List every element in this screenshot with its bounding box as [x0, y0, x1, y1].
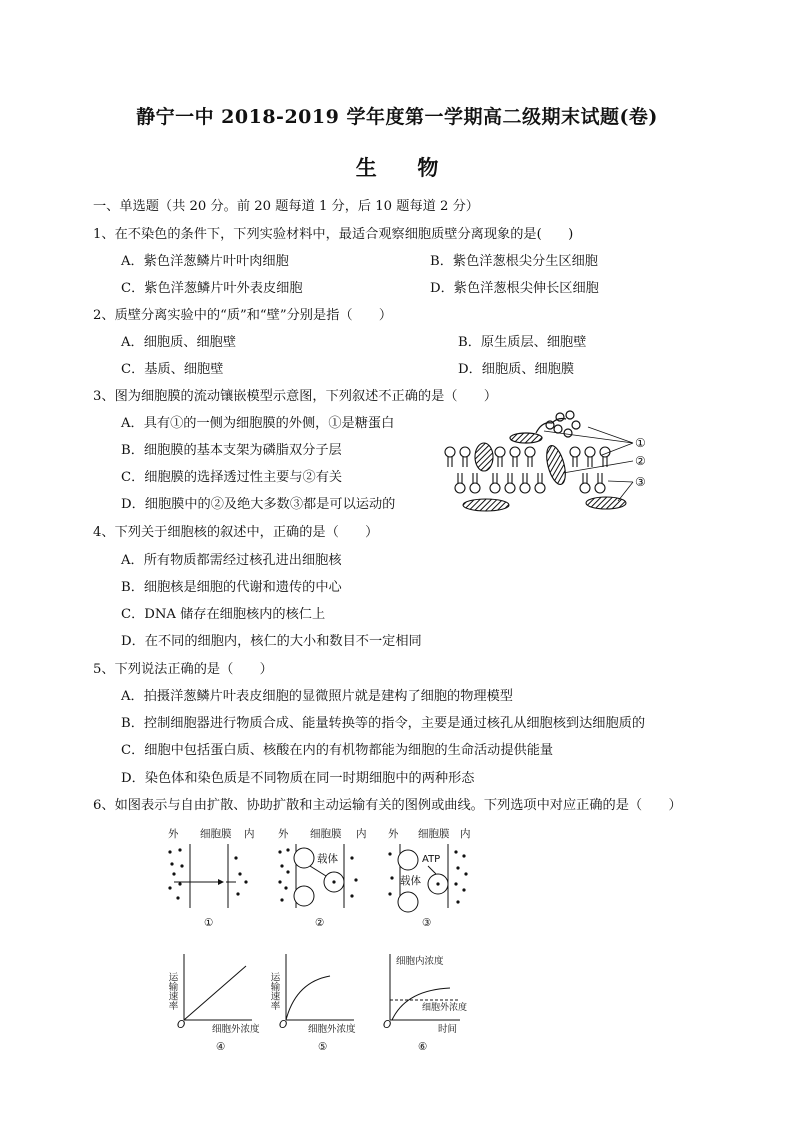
q2-option-c: C．基质、细胞壁: [121, 362, 224, 377]
q5-option-d: D．染色体和染色质是不同物质在同一时期细胞中的两种形态: [121, 771, 475, 786]
question-5-stem: 5、下列说法正确的是（ ）: [93, 662, 273, 677]
panel-facilitated-diffusion: [278, 827, 367, 929]
graph-saturating: [269, 954, 357, 1053]
svg-text:③: ③: [635, 475, 646, 489]
figure-number-labels: [635, 436, 646, 489]
q4-option-a: A．所有物质都需经过核孔进出细胞核: [121, 553, 342, 568]
svg-text:外: 外: [168, 828, 179, 840]
q4-option-c: C．DNA 储存在细胞核内的核仁上: [121, 607, 326, 622]
graph-linear: [167, 954, 261, 1053]
svg-text:④: ④: [216, 1041, 226, 1053]
q5-option-a: A．拍摄洋葱鳞片叶表皮细胞的显微照片就是建构了细胞的物理模型: [121, 689, 513, 704]
q2-option-a: A．细胞质、细胞壁: [121, 335, 237, 350]
svg-text:⑤: ⑤: [318, 1041, 328, 1053]
svg-text:①: ①: [204, 917, 214, 929]
panel-free-diffusion: [168, 827, 255, 929]
svg-text:外: 外: [388, 828, 399, 840]
graph-concentration-time: [383, 954, 467, 1053]
svg-text:ATP: ATP: [422, 854, 441, 865]
subject-char-1: 生: [355, 155, 377, 180]
exam-title: 静宁一中 2018-2019 学年度第一学期高二级期末试题(卷): [136, 106, 658, 128]
svg-text:①: ①: [635, 436, 646, 450]
svg-text:细胞外浓度: 细胞外浓度: [422, 1003, 468, 1013]
q1-option-a: A．紫色洋葱鳞片叶叶肉细胞: [121, 254, 289, 269]
svg-text:细胞膜: 细胞膜: [200, 828, 232, 840]
q2-option-b: B．原生质层、细胞壁: [458, 335, 587, 350]
svg-text:③: ③: [422, 917, 432, 929]
transport-figure: [160, 822, 480, 1057]
svg-text:运输速率: 运输速率: [166, 972, 178, 1010]
svg-text:内: 内: [460, 828, 471, 840]
svg-text:细胞内浓度: 细胞内浓度: [396, 956, 444, 967]
q3-option-d: D．细胞膜中的②及绝大多数③都是可以运动的: [121, 497, 396, 512]
q3-option-c: C．细胞膜的选择透过性主要与②有关: [121, 470, 343, 485]
svg-text:运输速率: 运输速率: [268, 972, 280, 1010]
question-4-stem: 4、下列关于细胞核的叙述中，正确的是（ ）: [93, 525, 379, 540]
svg-text:②: ②: [635, 454, 646, 468]
question-2-stem: 2、质壁分离实验中的“质”和“壁”分别是指（ ）: [93, 308, 393, 323]
svg-text:时间: 时间: [438, 1024, 458, 1035]
q3-option-a: A．具有①的一侧为细胞膜的外侧，①是糖蛋白: [121, 416, 395, 431]
phospholipid-lower-layer: [455, 473, 605, 493]
subject-heading: [0, 152, 794, 182]
q4-option-b: B．细胞核是细胞的代谢和遗传的中心: [121, 580, 342, 595]
glycoprotein: [510, 411, 580, 443]
svg-text:内: 内: [356, 828, 367, 840]
question-3-stem: 3、图为细胞膜的流动镶嵌模型示意图，下列叙述不正确的是（ ）: [93, 389, 498, 404]
svg-text:O: O: [177, 1019, 186, 1031]
svg-text:细胞膜: 细胞膜: [310, 828, 342, 840]
svg-text:O: O: [383, 1019, 392, 1031]
svg-text:细胞外浓度: 细胞外浓度: [308, 1024, 356, 1035]
q5-option-b: B．控制细胞器进行物质合成、能量转换等的指令，主要是通过核孔从细胞核到达细胞质的: [121, 716, 645, 731]
svg-text:细胞外浓度: 细胞外浓度: [212, 1024, 260, 1035]
phospholipid-upper-layer: [445, 447, 610, 467]
svg-text:②: ②: [315, 917, 325, 929]
panel-active-transport: [388, 827, 471, 929]
svg-text:细胞膜: 细胞膜: [418, 828, 450, 840]
membrane-figure: [438, 405, 658, 520]
q1-option-c: C．紫色洋葱鳞片叶外表皮细胞: [121, 281, 303, 296]
svg-text:⑥: ⑥: [418, 1041, 428, 1053]
svg-text:内: 内: [244, 828, 255, 840]
svg-text:载体: 载体: [317, 853, 338, 865]
svg-text:载体: 载体: [400, 875, 421, 887]
q5-option-c: C．细胞中包括蛋白质、核酸在内的有机物都能为细胞的生命活动提供能量: [121, 743, 554, 758]
svg-text:外: 外: [278, 828, 289, 840]
q1-option-b: B．紫色洋葱根尖分生区细胞: [430, 254, 598, 269]
subject-char-2: 物: [417, 155, 439, 180]
q3-option-b: B．细胞膜的基本支架为磷脂双分子层: [121, 443, 342, 458]
svg-text:O: O: [279, 1019, 288, 1031]
section-heading: 一、单选题（共 20 分。前 20 题每道 1 分，后 10 题每道 2 分）: [93, 199, 479, 214]
question-6-stem: 6、如图表示与自由扩散、协助扩散和主动运输有关的图例或曲线。下列选项中对应正确的是（ ）: [93, 798, 682, 813]
question-1-stem: 1、在不染色的条件下，下列实验材料中，最适合观察细胞质壁分离现象的是( ): [93, 227, 574, 242]
q2-option-d: D．细胞质、细胞膜: [458, 362, 575, 377]
q1-option-d: D．紫色洋葱根尖伸长区细胞: [430, 281, 599, 296]
q4-option-d: D．在不同的细胞内，核仁的大小和数目不一定相同: [121, 634, 422, 649]
